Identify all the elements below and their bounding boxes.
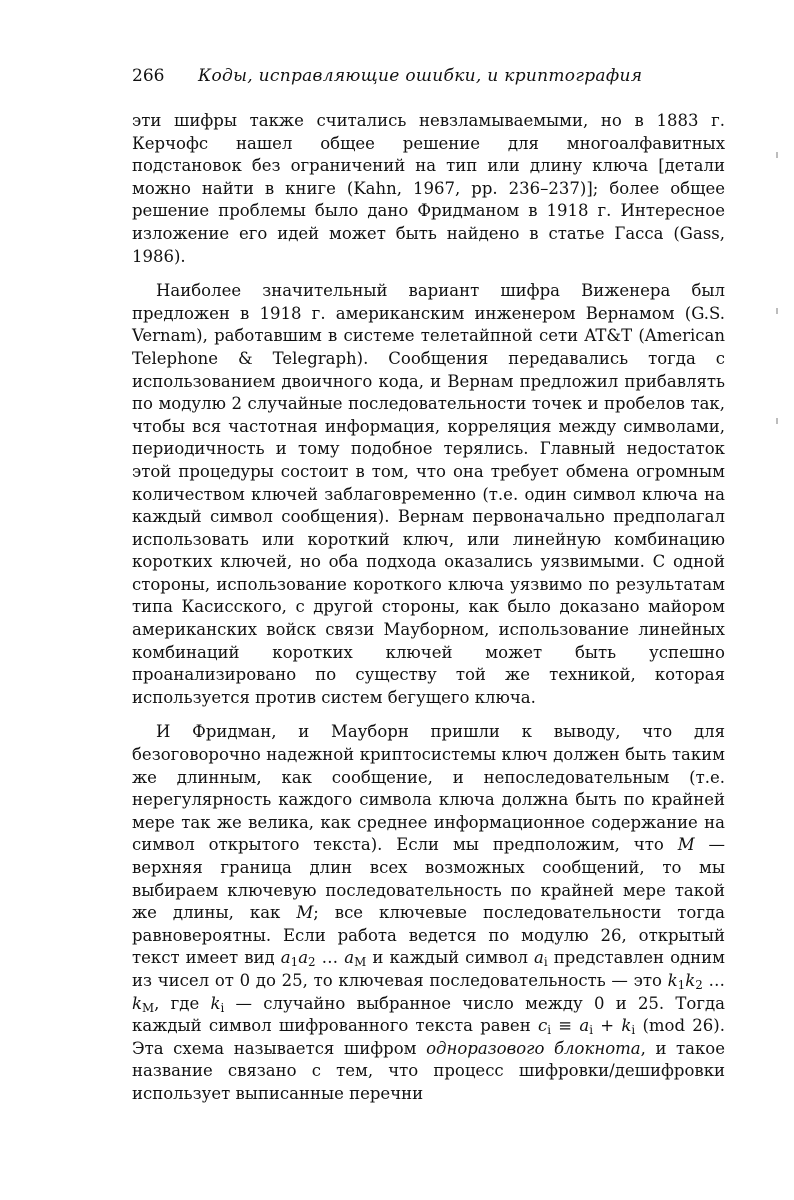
text-segment: … — [315, 948, 345, 968]
text-segment: M — [354, 955, 367, 970]
scan-mark — [776, 152, 778, 158]
text-segment: Наиболее значительный вариант шифра Виженера был предложен в 1918 г. американским инженером Вернамом (G.S. Vernam), работавшим в системе телетайпной сети AT&T (American Telephone & Telegraph). Сообщения передавались тогда с использованием двоичного кода, и Вернам предложил прибавлять по модулю 2 случайные последовательности точек и пробелов так, чтобы вся частотная информация, корреляция между символами, периодичность и тому подобное терялись. Главный недостаток этой процедуры состоит в том, что она требует обмена огромным количеством ключей заблаговременно (т.е. один символ ключа на каждый символ сообщения). Вернам первоначально предполагал использовать или короткий ключ, или линейную комбинацию коротких ключей, но оба подхода оказались уязвимыми. С одной стороны, использование короткого ключа уязвимо по результатам типа Касисского, с другой стороны, как было доказано майором американских войск связи Мауборном, использование линейных комбинаций коротких ключей может быть успешно проанализировано по существу той же техникой, которая используется против систем бегущего ключа. — [132, 281, 725, 707]
text-segment: ≡ — [551, 1016, 580, 1036]
text-segment: k — [667, 970, 678, 990]
text-segment: a — [534, 948, 544, 968]
text-segment: i — [220, 1000, 225, 1015]
body-text — [132, 110, 725, 1106]
text-segment: 1 — [677, 977, 686, 992]
text-segment: k — [685, 970, 696, 990]
text-segment: , и такое название связано с тем, что процесс шифровки/дешифровки использует выписанные перечни — [132, 1038, 725, 1103]
text-segment: И Фридман, и Мауборн пришли к выводу, что для безоговорочно надежной криптосистемы ключ должен быть таким же длинным, как сообщение, и непоследовательным (т.е. нерегулярность каждого символа ключа должна быть по крайней мере так же велика, как среднее информационное содержание на символ открытого текста). Если мы предположим, что — [132, 722, 725, 855]
text-segment: представлен одним из чисел от 0 до 25, то ключевая последовательность — это — [132, 948, 726, 990]
page-number: 266 — [132, 66, 165, 86]
text-segment: M — [677, 835, 695, 855]
text-segment: k — [132, 993, 142, 1013]
scan-mark — [776, 418, 778, 424]
text-segment: 2 — [308, 955, 316, 970]
text-segment: i — [589, 1023, 594, 1038]
text-segment: k — [210, 993, 221, 1013]
paragraph-2 — [132, 280, 725, 709]
text-segment: M — [142, 1000, 155, 1015]
document-page — [132, 66, 725, 1106]
paragraph-3 — [132, 721, 725, 1105]
text-segment: a — [298, 948, 309, 968]
text-segment: i — [547, 1023, 552, 1038]
text-segment: , где — [154, 993, 211, 1013]
text-segment: a — [280, 948, 291, 968]
running-title: Коды, исправляющие ошибки, и криптография — [198, 66, 643, 86]
text-segment: c — [537, 1016, 548, 1036]
text-segment: M — [296, 903, 314, 923]
scan-mark — [776, 308, 778, 314]
text-segment: a — [579, 1016, 590, 1036]
text-segment: i — [631, 1023, 636, 1038]
text-segment: 2 — [695, 977, 703, 992]
text-segment: (mod 26). Эта схема называется шифром — [132, 1016, 725, 1058]
text-segment: … — [702, 970, 725, 990]
running-head — [132, 66, 725, 86]
text-segment: — верхняя граница длин всех возможных сообщений, то мы выбираем ключевую последовательность по крайней мере такой же длины, как — [132, 835, 725, 923]
text-segment: и каждый символ — [366, 948, 535, 968]
text-segment: — случайно выбранное число между 0 и 25. Тогда каждый символ шифрованного текста равен — [132, 993, 725, 1036]
text-segment: i — [543, 955, 548, 970]
text-segment: одноразового блокнота — [426, 1038, 641, 1058]
text-segment: + — [593, 1016, 622, 1036]
text-segment: k — [621, 1016, 632, 1036]
text-segment: ; все ключевые последовательности тогда равновероятны. Если работа ведется по модулю 26, открытый текст имеет вид — [132, 903, 726, 968]
text-segment: эти шифры также считались невзламываемыми, но в 1883 г. Керчофс нашел общее решение для многоалфавитных подстановок без ограничений на тип или длину ключа [детали можно найти в книге (Kahn, 1967, pp. 236–237)]; более общее решение проблемы было дано Фридманом в 1918 г. Интересное изложение его идей может быть найдено в статье Гасса (Gass, 1986). — [132, 111, 725, 266]
text-segment: 1 — [290, 955, 299, 970]
text-segment: a — [344, 948, 355, 968]
paragraph-1 — [132, 110, 725, 268]
